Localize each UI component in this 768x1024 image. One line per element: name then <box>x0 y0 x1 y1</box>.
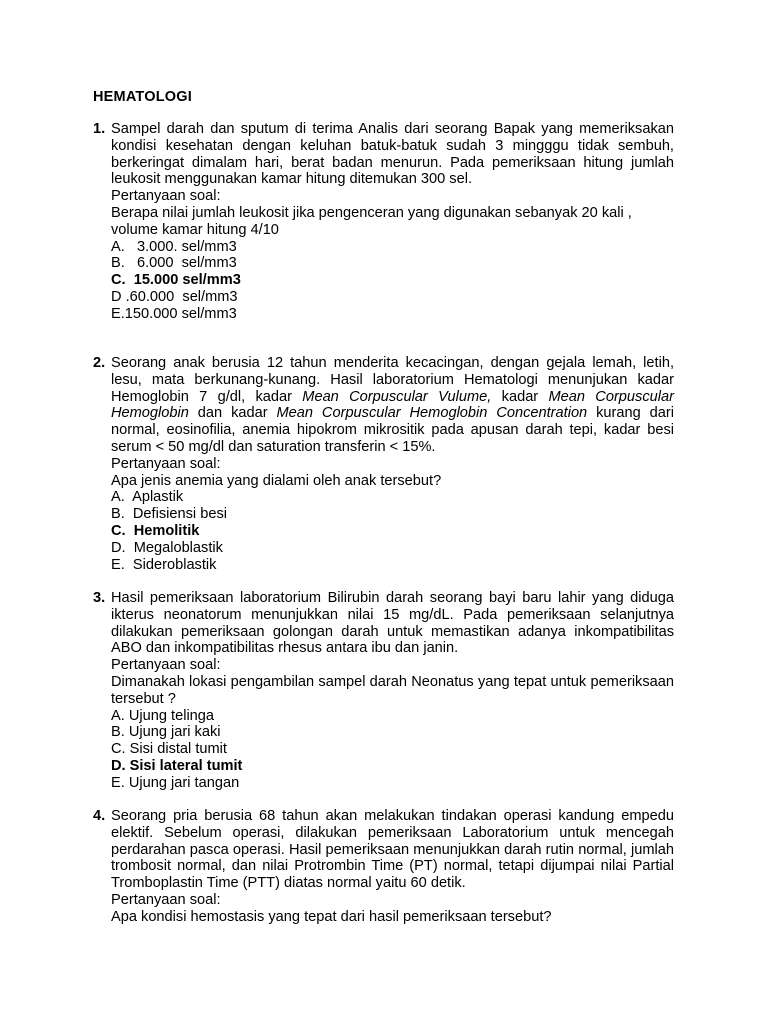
prompt-label: Pertanyaan soal: <box>111 657 221 674</box>
option-a: A. Ujung telinga <box>111 707 215 724</box>
question-stem: Seorang anak berusia 12 tahun menderita kecacingan, dengan gejala lemah, letih, lesu, mata berkunang-kunang. Hasil laboratorium Hematologi menunjukan kadar Hemoglobin 7 g/dl, kadar Mean Corpuscular Vulume, kadar Mean Corpuscular Hemoglobin dan kadar Mean Corpuscular Hemoglobin Concentration kurang dari normal, eosinofilia, anemia hipokrom mikrositik pada apusan darah tepi, kadar besi serum < 50 mg/dl dan saturation transferin < 15%. <box>111 355 674 455</box>
question-number: 1. <box>93 121 106 137</box>
option-c-answer: C. Hemolitik <box>111 522 200 539</box>
prompt-label: Pertanyaan soal: <box>111 891 221 908</box>
question-stem: Seorang pria berusia 68 tahun akan melakukan tindakan operasi kandung empedu elektif. Sebelum operasi, dilakukan pemeriksaan Laboratorium untuk mencegah perdarahan pasca operasi. Hasil pemeriksaan menunjukkan darah rutin normal, jumlah trombosit normal, dan nilai Protrombin Time (PT) normal, tetapi dijumpai nilai Partial Tromboplastin Time (PTT) diatas normal yaitu 60 detik. <box>111 808 674 892</box>
prompt-label: Pertanyaan soal: <box>111 455 221 472</box>
option-b: B. 6.000 sel/mm3 <box>111 255 237 272</box>
option-c: C. Sisi distal tumit <box>111 741 227 758</box>
option-c-answer: C. 15.000 sel/mm3 <box>111 272 241 289</box>
option-e: E. Ujung jari tangan <box>111 774 240 791</box>
question-prompt: Apa kondisi hemostasis yang tepat dari hasil pemeriksaan tersebut? <box>111 908 552 925</box>
option-a: A. Aplastik <box>111 489 184 506</box>
question-prompt: Berapa nilai jumlah leukosit jika pengenceran yang digunakan sebanyak 20 kali , <box>111 204 632 221</box>
question-stem: Hasil pemeriksaan laboratorium Bilirubin darah seorang bayi baru lahir yang diduga ikterus neonatorum menunjukkan nilai 15 mg/dL. Pada pemeriksaan selanjutnya dilakukan pemeriksaan golongan darah untuk memastikan adanya inkompatibilitas ABO dan inkompatibilitas rhesus antara ibu dan janin. <box>111 590 674 657</box>
option-b: B. Defisiensi besi <box>111 506 227 523</box>
option-d-answer: D. Sisi lateral tumit <box>111 757 243 774</box>
question-2 <box>93 355 674 573</box>
question-number: 4. <box>93 808 106 824</box>
question-prompt: Dimanakah lokasi pengambilan sampel darah Neonatus yang tepat untuk pemeriksaan tersebut ? <box>111 673 674 707</box>
option-d: D. Megaloblastik <box>111 539 223 556</box>
prompt-label: Pertanyaan soal: <box>111 188 221 205</box>
question-number: 3. <box>93 590 106 606</box>
document-title: HEMATOLOGI <box>93 89 192 105</box>
question-number: 2. <box>93 355 106 371</box>
question-stem: Sampel darah dan sputum di terima Analis dari seorang Bapak yang memeriksakan kondisi kesehatan dengan keluhan batuk-batuk sudah 3 mingggu tidak sembuh, berkeringat dimalam hari, berat badan menurun. Pada pemeriksaan hitung jumlah leukosit menggunakan kamar hitung ditemukan 300 sel. <box>111 121 674 188</box>
question-4 <box>93 808 674 926</box>
question-prompt: Apa jenis anemia yang dialami oleh anak tersebut? <box>111 472 442 489</box>
option-e: E.150.000 sel/mm3 <box>111 305 237 322</box>
question-3 <box>93 590 674 792</box>
option-a: A. 3.000. sel/mm3 <box>111 238 237 255</box>
question-1 <box>93 121 674 323</box>
option-b: B. Ujung jari kaki <box>111 724 221 741</box>
option-e: E. Sideroblastik <box>111 556 217 573</box>
option-d: D .60.000 sel/mm3 <box>111 288 238 305</box>
question-prompt-cont: volume kamar hitung 4/10 <box>111 221 279 238</box>
